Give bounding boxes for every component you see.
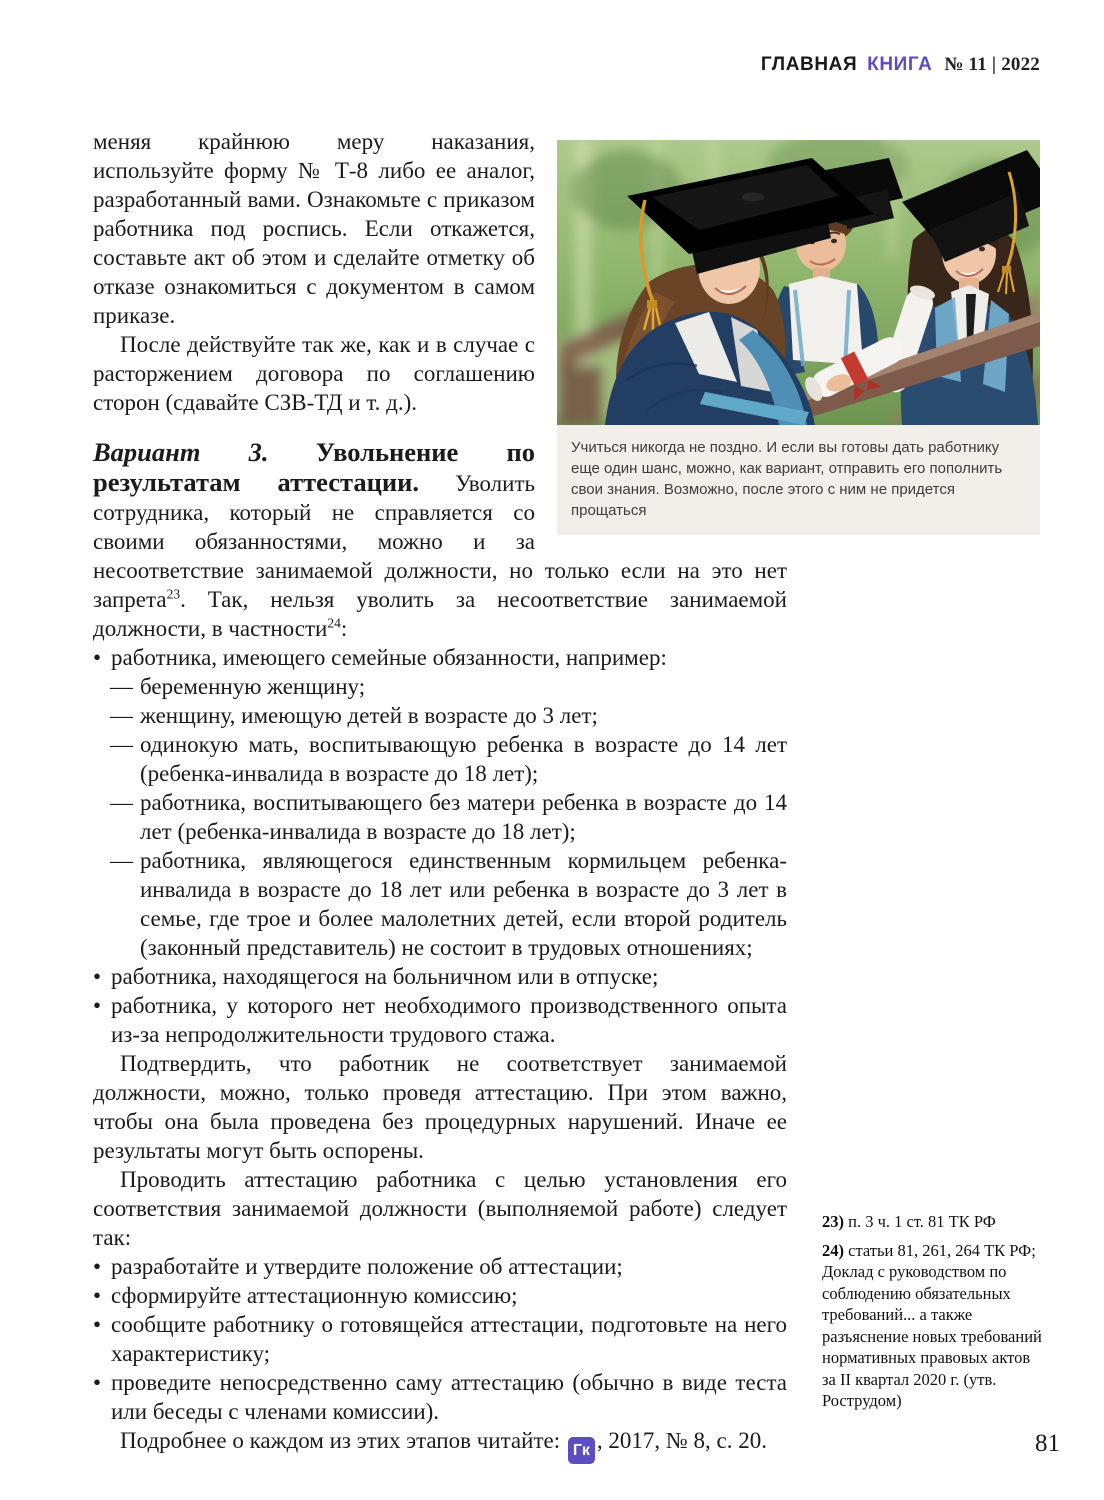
bullet-marker: • bbox=[93, 1254, 102, 1279]
list-subitem-text: работника, воспитывающего без матери ребенка в возрасте до 14 лет (ребенка-инвалида в возрасте до 18 лет); bbox=[140, 790, 787, 844]
list-item bbox=[93, 1368, 787, 1426]
magazine-title-black: ГЛАВНАЯ bbox=[760, 54, 858, 75]
closing-paragraph bbox=[93, 1426, 787, 1464]
dash-marker: — bbox=[110, 703, 133, 728]
magazine-title-purple: КНИГА bbox=[867, 54, 933, 75]
footnote-number: 24) bbox=[822, 1240, 844, 1260]
photo-caption: Учиться никогда не поздно. И если вы готовы дать работнику еще один шанс, можно, как вариант, отправить его пополнить свои знания. Возможно, после этого с ним не придется прощаться bbox=[557, 425, 1040, 535]
dash-marker: — bbox=[110, 732, 133, 757]
list-item-text: проведите непосредственно саму аттестацию (обычно в виде теста или беседы с членами комиссии). bbox=[111, 1370, 787, 1424]
list-item-text: сообщите работнику о готовящейся аттестации, подготовьте на него характеристику; bbox=[111, 1312, 787, 1366]
list-item bbox=[93, 643, 787, 672]
list-subitem bbox=[93, 846, 787, 962]
list-item-text: работника, имеющего семейные обязанности, например: bbox=[111, 645, 667, 670]
bullet-marker: • bbox=[93, 964, 102, 989]
closing-text-before: Подробнее о каждом из этих этапов читайте: bbox=[120, 1428, 561, 1453]
bullet-marker: • bbox=[93, 645, 102, 670]
footnote-text: п. 3 ч. 1 ст. 81 ТК РФ bbox=[848, 1212, 996, 1231]
list-subitem bbox=[93, 672, 787, 701]
footnote-ref-24: 24 bbox=[327, 615, 341, 631]
list-item-text: разработайте и утвердите положение об аттестации; bbox=[111, 1254, 623, 1279]
paragraph-attestation: Подтвердить, что работник не соответствует занимаемой должности, можно, только проведя аттестацию. При этом важно, чтобы она была проведена без процедурных нарушений. Иначе ее результаты могут быть оспорены. bbox=[93, 1051, 787, 1163]
paragraph-procedure: Проводить аттестацию работника с целью установления его соответствия занимаемой должности (выполняемой работе) следует так: bbox=[93, 1167, 787, 1250]
variant3-lead-text: Уволить сотрудника, который не справляется со своими обязанностями, можно и за несоответствие занимаемой должности, но только если на это нет запрета bbox=[93, 471, 787, 612]
dash-marker: — bbox=[110, 674, 133, 699]
article-body bbox=[93, 127, 787, 1464]
glavnaya-kniga-logo-icon[interactable]: Гк bbox=[568, 1437, 595, 1464]
list-subitem bbox=[93, 730, 787, 788]
list-item bbox=[93, 1310, 787, 1368]
list-subitem-text: беременную женщину; bbox=[140, 674, 366, 699]
list-subitem-text: работника, являющегося единственным кормильцем ребенка-инвалида в возрасте до 18 лет или ребенка в возрасте до 3 лет в семье, где трое и более малолетних детей, если второй родитель (законный представитель) не состоит в трудовых отношениях; bbox=[140, 848, 787, 960]
page-header bbox=[0, 54, 1040, 76]
variant3-lead-colon: : bbox=[340, 616, 348, 641]
closing-text-after: , 2017, № 8, с. 20. bbox=[596, 1428, 768, 1453]
list-subitem-text: одинокую мать, воспитывающую ребенка в возрасте до 14 лет (ребенка-инвалида в возрасте до 18 лет); bbox=[140, 732, 787, 786]
intro-paragraph-1: меняя крайнюю меру наказания, используйте форму № Т-8 либо ее аналог, разработанный вами. Ознакомьте с приказом работника под роспись. Если откажется, составьте акт об этом и сделайте отметку об отказе ознакомиться с документом в самом приказе. bbox=[93, 129, 535, 328]
variant3-title: Увольнение по результатам аттестации. bbox=[93, 437, 535, 497]
footnote-23 bbox=[822, 1211, 1046, 1233]
list-item bbox=[93, 1252, 787, 1281]
bullet-marker: • bbox=[93, 993, 102, 1018]
dash-marker: — bbox=[110, 848, 133, 873]
list-subitem-text: женщину, имеющую детей в возрасте до 3 лет; bbox=[140, 703, 598, 728]
list-item bbox=[93, 962, 787, 991]
variant3-label: Вариант 3. bbox=[93, 437, 269, 467]
list-item bbox=[93, 1281, 787, 1310]
footnote-ref-23: 23 bbox=[166, 586, 181, 602]
variant3-lead-text-2: . Так, нельзя уволить за несоответствие занимаемой должности, в частности bbox=[93, 587, 787, 641]
intro-paragraph-2: После действуйте так же, как и в случае с расторжением договора по соглашению сторон (сдавайте СЗВ-ТД и т. д.). bbox=[93, 332, 535, 415]
issue-number: № 11 | 2022 bbox=[944, 54, 1040, 75]
list-item bbox=[93, 991, 787, 1049]
list-item-text: сформируйте аттестационную комиссию; bbox=[111, 1283, 518, 1308]
bullet-marker: • bbox=[93, 1370, 102, 1395]
list-subitem bbox=[93, 788, 787, 846]
photo-wrap-spacer bbox=[535, 127, 787, 547]
list-item-text: работника, находящегося на больничном или в отпуске; bbox=[111, 964, 659, 989]
bullet-marker: • bbox=[93, 1312, 102, 1337]
footnote-24 bbox=[822, 1240, 1046, 1412]
dash-marker: — bbox=[110, 790, 133, 815]
list-subitem bbox=[93, 701, 787, 730]
bullet-marker: • bbox=[93, 1283, 102, 1308]
page-number: 81 bbox=[1035, 1430, 1060, 1457]
list-item-text: работника, у которого нет необходимого производственного опыта из-за непродолжительности трудового стажа. bbox=[111, 993, 787, 1047]
margin-footnotes bbox=[822, 1211, 1046, 1419]
footnote-number: 23) bbox=[822, 1212, 844, 1231]
footnote-text: статьи 81, 261, 264 ТК РФ; Доклад с руководством по соблюдению обязательных требований... а также разъяснение новых требований нормативных правовых актов за II квартал 2020 г. (утв. Рострудом) bbox=[822, 1240, 1042, 1410]
